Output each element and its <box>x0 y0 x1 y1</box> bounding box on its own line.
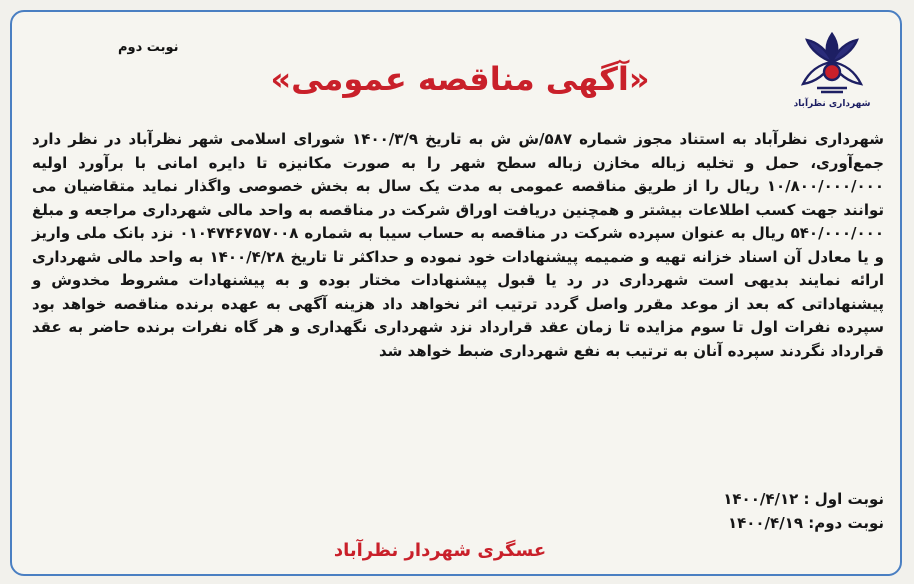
notice-title: «آگهی مناقصه عمومی» <box>270 60 650 98</box>
notice-paragraph: شهرداری نظرآباد به استناد مجوز شماره ۵۸۷/ش ش به تاریخ ۱۴۰۰/۳/۹ شورای اسلامی شهر نظرآباد در نظر دارد جمع‌آوری، حمل و تخلیه زباله مخازن زباله سطح شهر را به صورت مکانیزه تا دایره امانی با برآورد اولیه ۱۰/۸۰۰/۰۰۰/۰۰۰ ریال را از طریق مناقصه عمومی به مدت یک سال به بخش خصوصی واگذار نماید متقاضیان می توانند جهت کسب اطلاعات بیشتر و همچنین دریافت اوراق شرکت در مناقصه به واحد مالی شهرداری مراجعه و مبلغ ۵۴۰/۰۰۰/۰۰۰ ریال به عنوان سپرده شرکت در مناقصه به حساب سیبا به شماره ۰۱۰۴۷۴۶۷۵۷۰۰۸ نزد بانک ملی واریز و یا معادل آن اسناد خزانه تهیه و ضمیمه پیشنهادات خود نموده و حداکثر تا تاریخ ۱۴۰۰/۴/۲۸ به واحد مالی شهرداری ارائه نمایند بدیهی است شهرداری در رد یا قبول پیشنهادات مختار بوده و به پیشنهادات مشروط مخدوش و پیشنهاداتی که بعد از موعد مقرر واصل گردد ترتیب اثر نخواهد داد هزینه آگهی به عهده برنده مناقصه خواهد بود سپرده نفرات اول تا سوم مزایده تا زمان عقد قرارداد نزد شهرداری نگهداری و هر گاه نفرات برنده حاضر به عقد قرارداد نگردند سپرده آنان به ترتیب به نفع شهرداری ضبط خواهد شد <box>32 130 884 360</box>
notice-body <box>32 128 884 363</box>
municipality-emblem-icon <box>797 28 867 98</box>
second-round-date: نوبت دوم: ۱۴۰۰/۴/۱۹ <box>727 513 884 532</box>
notice-header <box>10 10 902 118</box>
municipality-logo <box>782 28 882 116</box>
logo-caption: شهرداری نظرآباد <box>793 99 871 109</box>
first-round-date: نوبت اول : ۱۴۰۰/۴/۱۲ <box>723 490 884 508</box>
publication-dates <box>723 488 884 535</box>
round-label: نوبت دوم <box>118 40 179 55</box>
signature: عسگری شهردار نظرآباد <box>333 540 547 561</box>
